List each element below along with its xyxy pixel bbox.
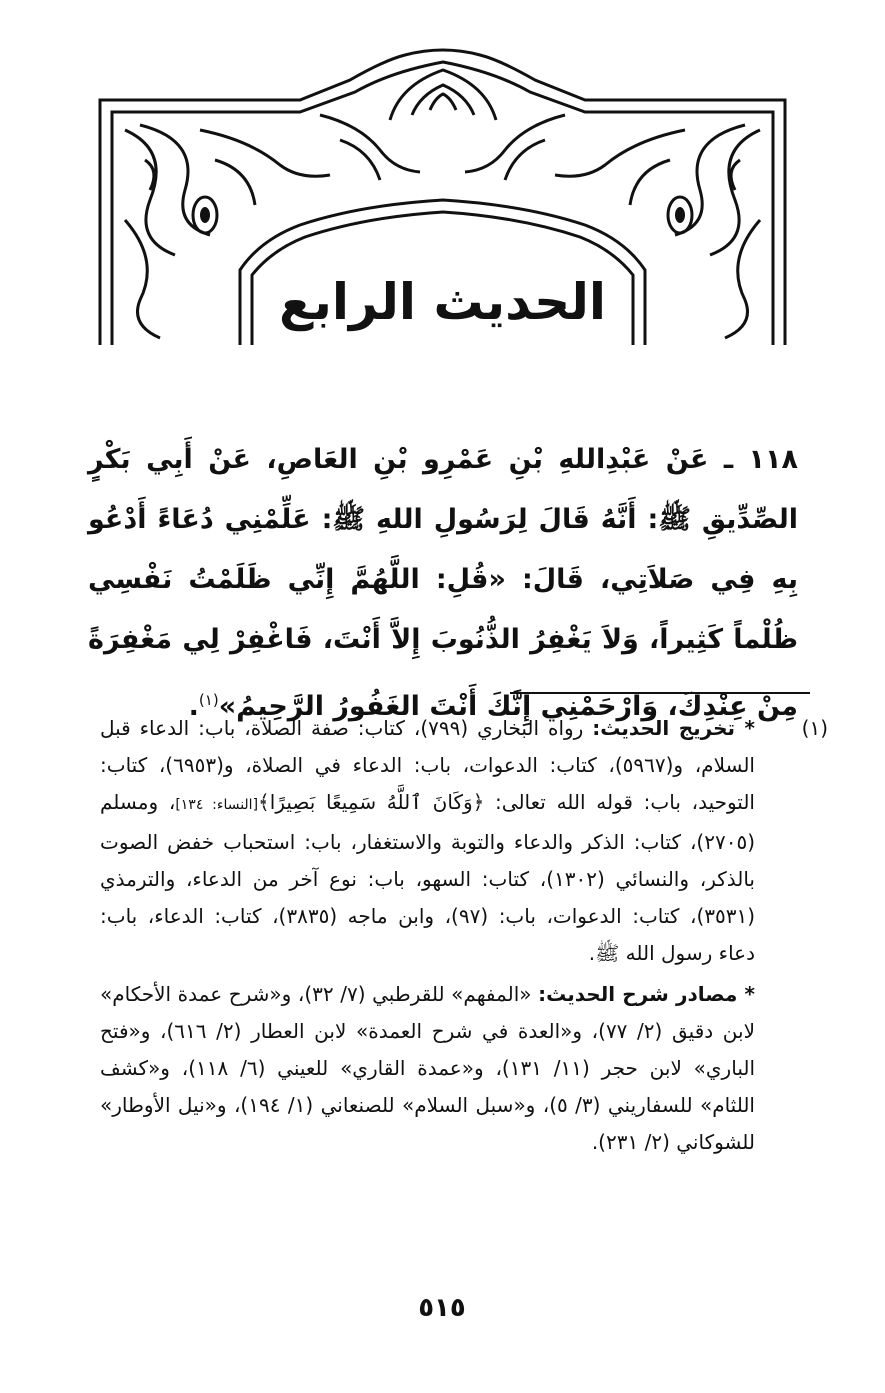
sources-text: «المفهم» للقرطبي (٧/ ٣٢)، و«شرح عمدة الأحكام» لابن دقيق (٢/ ٧٧)، و«العدة في شرح العمدة» لابن العطار (٢/ ٦١٦)، و«فتح الباري» لابن حجر (١١/ ١٣١)، و«عمدة القاري» للعيني (٦/ ١١٨)، و«كشف اللثام» للسفاريني (٣/ ٥)، و«سبل السلام» للصنعاني (١/ ١٩٤)، و«نيل الأوطار» للشوكاني (٢/ ٢٣١). bbox=[100, 982, 755, 1154]
takhrij-label: * تخريج الحديث: bbox=[592, 716, 756, 740]
footnote-number: (١) bbox=[801, 716, 828, 740]
takhrij-paragraph bbox=[100, 710, 755, 972]
sources-paragraph bbox=[100, 976, 755, 1161]
footnote bbox=[100, 710, 755, 1165]
takhrij-text-2: ، ومسلم (٢٧٠٥)، كتاب: الذكر والدعاء والتوبة والاستغفار، باب: استحباب خفض الصوت بالذكر، والنسائي (١٣٠٢)، كتاب: السهو، باب: نوع آخر من الدعاء، والترمذي (٣٥٣١)، كتاب: الدعوات، باب: (٩٧)، وابن ماجه (٣٨٣٥)، كتاب: الدعاء، باب: دعاء رسول الله ﷺ. bbox=[100, 790, 756, 965]
footnote-divider bbox=[510, 692, 810, 694]
footnote-marker: (١) bbox=[198, 691, 219, 709]
quran-citation: [النساء: ١٣٤] bbox=[175, 797, 259, 813]
page-number: ٥١٥ bbox=[418, 1293, 466, 1323]
takhrij-text-1: رواه البخاري (٧٩٩)، كتاب: صفة الصلاة، باب: الدعاء قبل السلام، و(٥٩٦٧)، كتاب: الدعوات، باب: الدعاء في الصلاة، و(٦٩٥٣)، كتاب: التوحيد، باب: قوله الله تعالى: ﴿وَكَانَ ٱللَّهُ سَمِيعًا بَصِيرًا﴾ bbox=[100, 716, 755, 814]
hadith-body: ١١٨ ـ عَنْ عَبْدِاللهِ بْنِ عَمْرِو بْنِ العَاصِ، عَنْ أَبِي بَكْرٍ الصِّدِّيقِ ﷺ: أَنَّهُ قَالَ لِرَسُولِ اللهِ ﷺ: عَلِّمْنِي دُعَاءً أَدْعُو بِهِ فِي صَلاَتِي، قَالَ: «قُلِ: اللَّهُمَّ إِنِّي ظَلَمْتُ نَفْسِي ظُلْماً كَثِيراً، وَلاَ يَغْفِرُ الذُّنُوبَ إِلاَّ أَنْتَ، فَاغْفِرْ لِي مَغْفِرَةً مِنْ عِنْدِكَ، وَارْحَمْنِي إِنَّكَ أَنْتَ الغَفُورُ الرَّحِيمُ» bbox=[88, 444, 798, 722]
hadith-text bbox=[88, 430, 798, 737]
chapter-title: الحديث الرابع bbox=[278, 273, 607, 331]
hadith-end: . bbox=[188, 691, 199, 722]
sources-label: * مصادر شرح الحديث: bbox=[538, 982, 755, 1006]
